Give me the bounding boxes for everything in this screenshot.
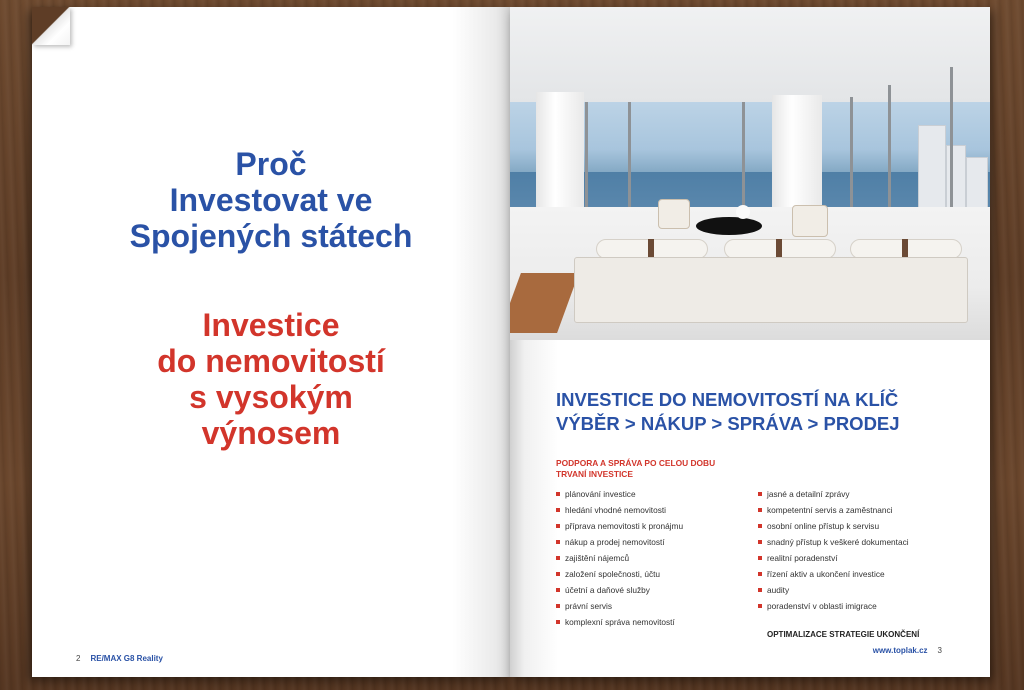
bullet-square-icon bbox=[556, 620, 560, 624]
list-item-label: nákup a prodej nemovitostí bbox=[565, 537, 665, 547]
list-item-label: realitní poradenství bbox=[767, 553, 838, 563]
bullet-square-icon bbox=[758, 588, 762, 592]
right-folio bbox=[873, 646, 942, 655]
list-item bbox=[758, 521, 909, 537]
list-item-label: plánování investice bbox=[565, 489, 636, 499]
title-line-3: Spojených státech bbox=[129, 218, 413, 254]
list-item bbox=[556, 489, 683, 505]
subtitle-line-4: výnosem bbox=[201, 415, 341, 451]
list-item-label: kompetentní servis a zaměstnanci bbox=[767, 505, 893, 515]
brand-name: RE/MAX G8 Reality bbox=[90, 654, 163, 663]
bullet-square-icon bbox=[556, 588, 560, 592]
bullet-square-icon bbox=[758, 556, 762, 560]
list-item-label: řízení aktiv a ukončení investice bbox=[767, 569, 885, 579]
list-item-label: zajištění nájemců bbox=[565, 553, 630, 563]
bullet-square-icon bbox=[758, 508, 762, 512]
list-item-label: snadný přístup k veškeré dokumentaci bbox=[767, 537, 909, 547]
bullet-square-icon bbox=[556, 492, 560, 496]
bullet-square-icon bbox=[556, 508, 560, 512]
bullet-square-icon bbox=[556, 524, 560, 528]
list-item-label: založení společnosti, účtu bbox=[565, 569, 661, 579]
list-item bbox=[556, 537, 683, 553]
list-item bbox=[758, 537, 909, 553]
title-line-2: Investovat ve bbox=[169, 182, 373, 218]
list-item bbox=[556, 601, 683, 617]
list-item bbox=[556, 617, 683, 633]
right-page bbox=[510, 7, 990, 677]
subtitle-line-2: do nemovitostí bbox=[157, 343, 385, 379]
bullet-square-icon bbox=[758, 524, 762, 528]
left-page bbox=[32, 7, 510, 677]
bullet-square-icon bbox=[556, 540, 560, 544]
list-item bbox=[758, 505, 909, 521]
subheading-line-2: TRVANÍ INVESTICE bbox=[556, 469, 633, 479]
heading-line-2: VÝBĚR > NÁKUP > SPRÁVA > PRODEJ bbox=[556, 413, 900, 434]
cushion-strap bbox=[648, 239, 654, 257]
list-item-label: osobní online přístup k servisu bbox=[767, 521, 880, 531]
list-item-label: příprava nemovitosti k pronájmu bbox=[565, 521, 684, 531]
bullet-square-icon bbox=[758, 604, 762, 608]
coffee-table bbox=[696, 217, 762, 235]
title-line-1: Proč bbox=[235, 146, 307, 182]
left-folio bbox=[76, 654, 163, 663]
bullet-square-icon bbox=[758, 540, 762, 544]
page-subtitle bbox=[32, 307, 510, 451]
list-item-label: právní servis bbox=[565, 601, 613, 611]
section-heading bbox=[556, 388, 900, 436]
subheading-line-1: PODPORA A SPRÁVA PO CELOU DOBU bbox=[556, 458, 716, 468]
subtitle-line-1: Investice bbox=[202, 307, 340, 343]
services-list-left bbox=[556, 489, 683, 633]
armchair bbox=[658, 199, 690, 229]
list-item bbox=[556, 585, 683, 601]
list-item bbox=[556, 553, 683, 569]
website-link[interactable]: www.toplak.cz bbox=[872, 646, 928, 655]
page-curl bbox=[32, 7, 70, 45]
exit-strategy-label: OPTIMALIZACE STRATEGIE UKONČENÍ bbox=[767, 630, 920, 639]
window-frame bbox=[628, 102, 631, 212]
skyscraper bbox=[918, 125, 946, 217]
sofa bbox=[574, 257, 968, 323]
cushion-strap bbox=[776, 239, 782, 257]
heading-line-1: INVESTICE DO NEMOVITOSTÍ NA KLÍČ bbox=[556, 389, 899, 410]
list-item-label: audity bbox=[767, 585, 790, 595]
list-item-label: hledání vhodné nemovitosti bbox=[565, 505, 667, 515]
right-page-number: 3 bbox=[937, 646, 942, 655]
cushion-strap bbox=[902, 239, 908, 257]
ceiling bbox=[510, 7, 990, 102]
bullet-square-icon bbox=[556, 604, 560, 608]
bullet-square-icon bbox=[556, 572, 560, 576]
list-item bbox=[758, 601, 909, 617]
list-item bbox=[758, 553, 909, 569]
list-item bbox=[556, 569, 683, 585]
bullet-square-icon bbox=[758, 572, 762, 576]
window-frame bbox=[585, 102, 588, 212]
list-item bbox=[556, 521, 683, 537]
list-item-label: komplexní správa nemovitostí bbox=[565, 617, 675, 627]
flower-vase bbox=[736, 205, 750, 219]
page-title bbox=[32, 146, 510, 254]
list-item bbox=[556, 505, 683, 521]
list-item bbox=[758, 585, 909, 601]
subtitle-line-3: s vysokým bbox=[189, 379, 353, 415]
services-list-right bbox=[758, 489, 909, 617]
list-item bbox=[758, 489, 909, 505]
bullet-square-icon bbox=[556, 556, 560, 560]
section-subheading bbox=[556, 458, 715, 480]
left-page-number: 2 bbox=[76, 654, 81, 663]
interior-photo bbox=[510, 7, 990, 340]
window-frame bbox=[742, 102, 745, 212]
list-item bbox=[758, 569, 909, 585]
list-item-label: účetní a daňové služby bbox=[565, 585, 650, 595]
list-item-label: jasné a detailní zprávy bbox=[767, 489, 850, 499]
armchair bbox=[792, 205, 828, 237]
bullet-square-icon bbox=[758, 492, 762, 496]
list-item-label: poradenství v oblasti imigrace bbox=[767, 601, 877, 611]
